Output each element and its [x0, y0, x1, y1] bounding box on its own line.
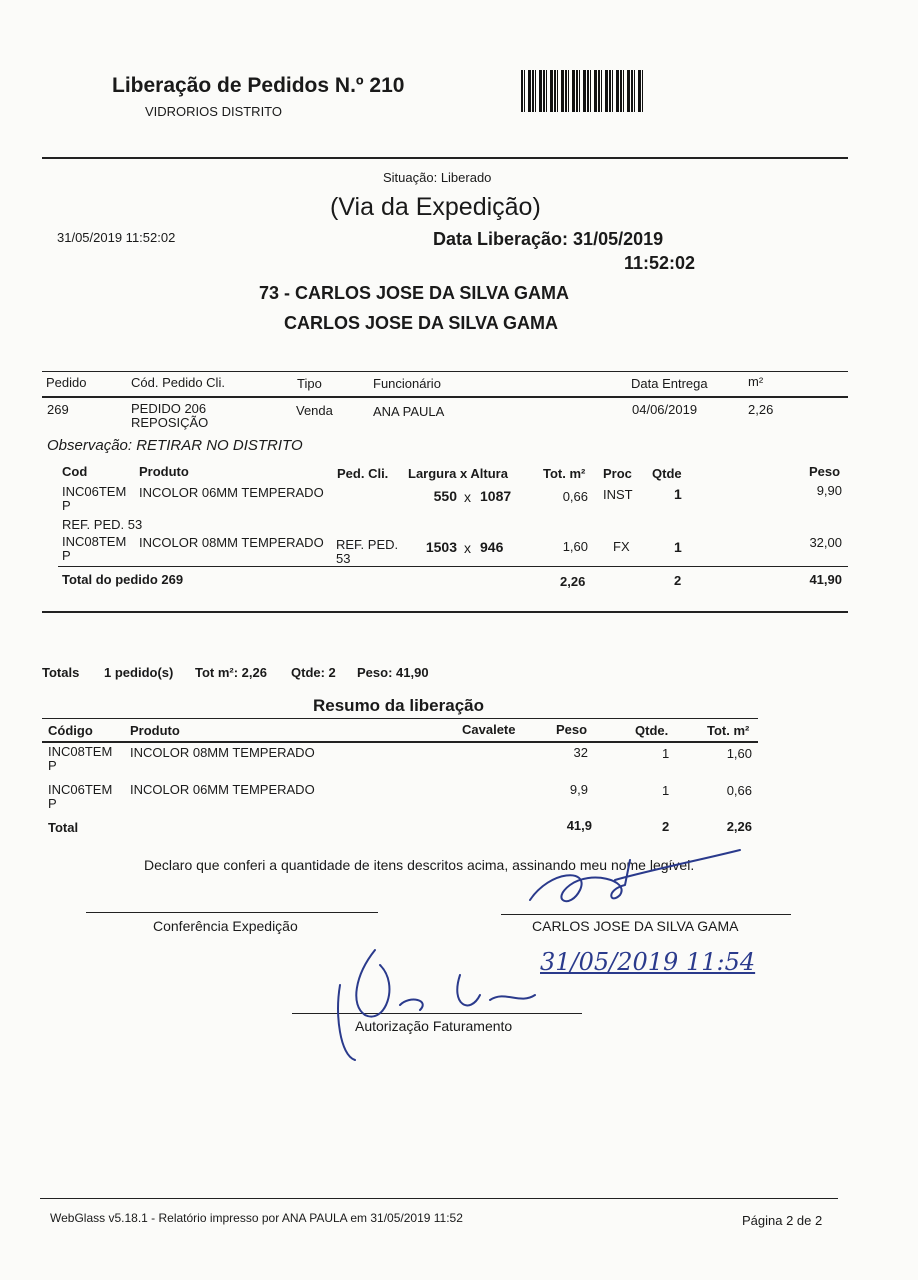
order-client-code: PEDIDO 206 REPOSIÇÃO	[131, 401, 209, 430]
item-2-ped-cli: REF. PED. 53	[336, 537, 399, 566]
resumo-row-1-produto: INCOLOR 08MM TEMPERADO	[130, 745, 315, 760]
col-data-entrega: Data Entrega	[631, 376, 708, 391]
resumo-top-rule	[42, 718, 758, 719]
order-table-header-rule	[42, 396, 848, 398]
resumo-row-2-peso: 9,9	[569, 782, 588, 797]
item-2-x: x	[464, 540, 471, 556]
item-1-peso: 9,90	[816, 483, 842, 498]
order-delivery-date: 04/06/2019	[632, 402, 698, 417]
item-2-altura: 946	[480, 539, 504, 555]
order-m2: 2,26	[748, 402, 774, 417]
order-number: 269	[47, 402, 69, 417]
item-1-qtde: 1	[674, 486, 682, 502]
resumo-row-2-produto: INCOLOR 06MM TEMPERADO	[130, 782, 315, 797]
item-2-tot-m2: 1,60	[562, 539, 588, 554]
order-type: Venda	[296, 403, 333, 418]
client-name: CARLOS JOSE DA SILVA GAMA	[284, 313, 559, 333]
conferencia-label: Conferência Expedição	[153, 918, 298, 934]
order-employee: ANA PAULA	[373, 404, 445, 419]
resumo-row-1-tot-m2: 1,60	[726, 746, 752, 761]
items-col-largura-altura: Largura x Altura	[408, 466, 508, 481]
items-col-ped-cli: Ped. Cli.	[337, 466, 389, 481]
resumo-row-1-peso: 32	[573, 745, 588, 760]
resumo-total-tot-m2: 2,26	[726, 819, 752, 834]
resumo-row-2-codigo: INC06TEM P	[48, 782, 113, 811]
item-1-tot-m2: 0,66	[562, 489, 588, 504]
barcode	[521, 70, 643, 112]
document-title: Liberação de Pedidos N.º 210	[112, 74, 405, 97]
item-1-cod: INC06TEM P	[62, 484, 127, 513]
item-1-produto: INCOLOR 06MM TEMPERADO	[139, 485, 324, 500]
page-number: Página 2 de 2	[742, 1213, 823, 1228]
company-name: VIDRORIOS DISTRITO	[145, 104, 282, 119]
item-2-peso: 32,00	[809, 535, 842, 550]
status-situation: Situação: Liberado	[383, 170, 492, 185]
resumo-row-2-qtde: 1	[662, 783, 670, 798]
totals-qtde: Qtde: 2	[291, 665, 336, 680]
resumo-header-rule	[42, 741, 758, 743]
item-2-proc: FX	[613, 539, 630, 554]
items-col-cod: Cod	[62, 464, 88, 479]
item-2-largura: 1503	[425, 539, 457, 555]
client-signature-name: CARLOS JOSE DA SILVA GAMA	[532, 918, 739, 934]
col-funcionario: Funcionário	[373, 376, 441, 391]
items-col-produto: Produto	[139, 464, 189, 479]
item-1-altura: 1087	[480, 488, 512, 504]
item-2-qtde: 1	[674, 539, 682, 555]
col-pedido: Pedido	[46, 375, 87, 390]
order-total-label: Total do pedido 269	[62, 572, 184, 587]
items-col-peso: Peso	[809, 464, 841, 479]
resumo-row-2-tot-m2: 0,66	[726, 783, 752, 798]
header-divider	[42, 157, 848, 159]
resumo-total-label: Total	[48, 820, 79, 835]
resumo-row-1-qtde: 1	[662, 746, 670, 761]
resumo-col-peso: Peso	[556, 722, 588, 737]
resumo-title: Resumo da liberação	[313, 696, 485, 715]
footer-print-info: WebGlass v5.18.1 - Relatório impresso por ANA PAULA em 31/05/2019 11:52	[50, 1211, 463, 1225]
resumo-col-produto: Produto	[130, 723, 180, 738]
totals-pedidos: 1 pedido(s)	[104, 665, 174, 680]
item-1-note: REF. PED. 53	[62, 517, 143, 532]
items-col-qtde: Qtde	[652, 466, 682, 481]
items-col-proc: Proc	[603, 466, 632, 481]
resumo-total-qtde: 2	[662, 819, 670, 834]
declaration-text: Declaro que conferi a quantidade de itens descritos acima, assinando meu nome legível.	[144, 857, 695, 873]
items-col-tot-m2: Tot. m²	[543, 466, 586, 481]
order-block-bottom-rule	[42, 611, 848, 613]
resumo-col-qtde: Qtde.	[635, 723, 669, 738]
handwritten-date: 31/05/2019 11:54	[540, 948, 756, 976]
item-1-proc: INST	[603, 487, 633, 502]
client-signature-scribble	[510, 840, 750, 920]
item-2-produto: INCOLOR 08MM TEMPERADO	[139, 535, 324, 550]
release-time: 11:52:02	[624, 253, 696, 273]
resumo-row-1-codigo: INC08TEM P	[48, 744, 113, 773]
col-cod-pedido-cli: Cód. Pedido Cli.	[131, 375, 225, 390]
order-total-peso: 41,90	[809, 572, 842, 587]
totals-m2: Tot m²: 2,26	[195, 665, 267, 680]
client-code-name: 73 - CARLOS JOSE DA SILVA GAMA	[259, 283, 570, 303]
col-m2: m²	[748, 374, 764, 389]
order-total-qtde: 2	[674, 573, 682, 588]
item-1-x: x	[464, 489, 471, 505]
order-total-m2: 2,26	[560, 574, 586, 589]
col-tipo: Tipo	[297, 376, 322, 391]
order-observation: Observação: RETIRAR NO DISTRITO	[47, 437, 303, 454]
totals-label: Totals	[42, 665, 80, 680]
resumo-col-tot-m2: Tot. m²	[707, 723, 750, 738]
footer-rule	[40, 1198, 838, 1199]
item-2-cod: INC08TEM P	[62, 534, 127, 563]
resumo-total-peso: 41,9	[566, 818, 592, 833]
order-table-top-rule	[42, 371, 848, 372]
print-timestamp: 31/05/2019 11:52:02	[57, 230, 176, 245]
autorizacao-label: Autorização Faturamento	[355, 1018, 513, 1034]
resumo-col-cavalete: Cavalete	[462, 722, 516, 737]
totals-peso: Peso: 41,90	[357, 665, 429, 680]
copy-type: (Via da Expedição)	[330, 193, 541, 221]
resumo-col-codigo: Código	[48, 723, 93, 738]
item-1-largura: 550	[433, 488, 457, 504]
conferencia-signature-line	[86, 912, 378, 913]
items-total-rule	[58, 566, 848, 567]
release-date: Data Liberação: 31/05/2019	[433, 229, 664, 249]
autorizacao-signature-scribble	[330, 945, 560, 1070]
